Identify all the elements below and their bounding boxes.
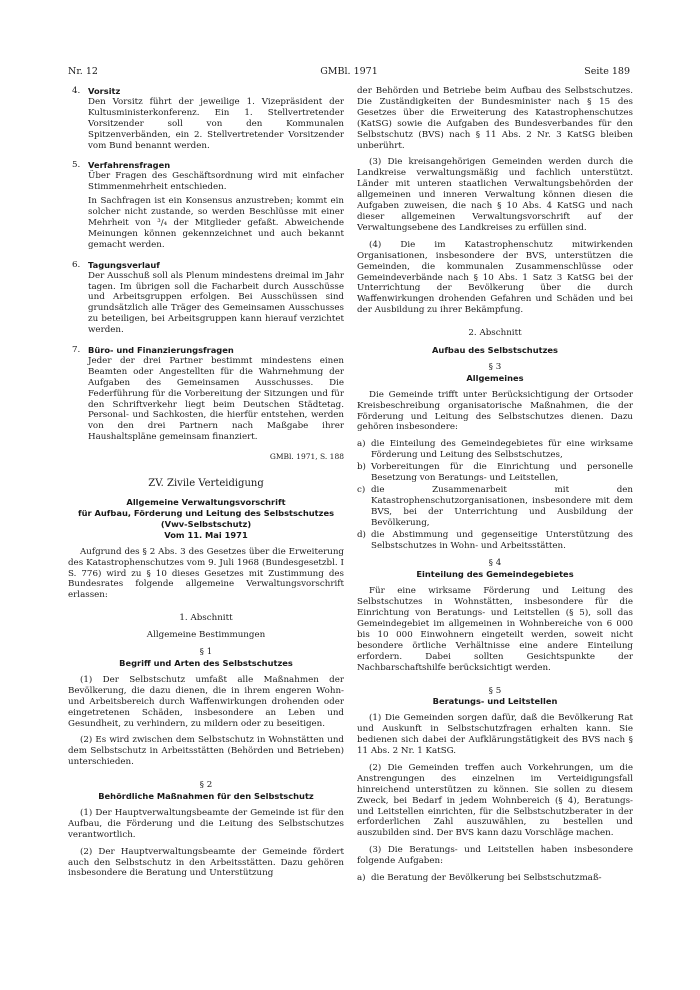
list-text: Vorbereitungen für die Einrichtung und personelle Besetzung von Beratungs- und Leitstellen, — [371, 462, 633, 484]
regulation-title-1: Allgemeine Verwaltungsvorschrift — [126, 497, 286, 508]
body-paragraph: der Behörden und Betriebe beim Aufbau des Selbstschutzes. Die Zuständigkeiten der Bundesminister nach § 15 des Gesetzes über die Erweiterung des Katastrophenschutzes (KatSG) sowie die Aufgaben des Bundesverbandes für den Selbstschutz (BVS) nach § 11 Abs. 2 Nr. 3 KatSG bleiben unberührt. — [357, 86, 633, 151]
rule-item-5 — [68, 160, 344, 250]
paragraph-number: § 2 — [199, 780, 213, 791]
list-marker: a) — [357, 439, 366, 450]
right-column — [357, 86, 633, 970]
list-marker: c) — [357, 485, 366, 495]
list-item — [357, 462, 633, 484]
issue-number: Nr. 12 — [68, 66, 98, 77]
chapter-title: Allgemeine Bestimmungen — [146, 630, 266, 641]
paragraph-number: § 1 — [199, 647, 213, 658]
chapter-number: 1. Abschnitt — [179, 613, 233, 624]
list-text: die Einteilung des Gemeindegebietes für eine wirksame Förderung und Leitung des Selbstschutzes, — [371, 439, 633, 461]
page-header — [68, 66, 630, 80]
list-item — [357, 530, 633, 552]
body-paragraph: (1) Der Selbstschutz umfaßt alle Maßnahmen der Bevölkerung, die dazu dienen, die in ihrem engeren Wohn- und Arbeitsbereich durch Waffenwirkungen drohenden oder eingetretenen Schäden, insbesondere an Leben und Gesundheit, zu verhindern, zu mildern oder zu beseitigen. — [68, 674, 344, 729]
list-marker: a) — [357, 873, 366, 884]
regulation-date: Vom 11. Mai 1971 — [164, 529, 248, 540]
journal-title: GMBl. 1971 — [320, 66, 378, 77]
item-title: Büro- und Finanzierungsfragen — [88, 345, 234, 356]
body-paragraph: Die Gemeinde trifft unter Berücksichtigung der Ortsoder Kreisbeschreibung organisatorische Maßnahmen, die der Förderung und Leitung des Selbstschutzes dienen. Dazu gehören insbesondere: — [357, 389, 633, 433]
list-text: die Zusammenarbeit mit den Katastrophenschutzorganisationen, insbesondere mit dem BVS, bei der Unterrichtung und Ausbildung der Bevölkerung, — [371, 485, 633, 528]
chapter-number: 2. Abschnitt — [468, 328, 522, 339]
body-paragraph: (2) Der Hauptverwaltungsbeamte der Gemeinde fördert auch den Selbstschutz in den Arbeitsstätten. Dazu gehören insbesondere die Beratung und Unterstützung — [68, 846, 344, 879]
body-paragraph: (2) Die Gemeinden treffen auch Vorkehrungen, um die Anstrengungen des einzelnen im Verteidigungsfall hinreichend unterstützen zu können. Sie sollen zu diesem Zweck, bei Bedarf in jedem Wohnbereich (§ 4), Beratungs- und Leitstellen einrichten, für die Selbstschutzberater in der erforderlichen Zahl auszuwählen, zu bestellen und auszubilden sind. Der BVS kann dazu Vorschläge machen. — [357, 762, 633, 839]
paragraph-number: § 3 — [488, 361, 502, 372]
list-item — [357, 485, 633, 529]
body-paragraph: (4) Die im Katastrophenschutz mitwirkenden Organisationen, insbesondere der BVS, unterstützen die Gemeinden, die kommunalen Zusammenschlüsse oder Gemeindeverbände nach § 10 Abs. 1 Satz 3 KatSG bei der Unterrichtung der Bevölkerung über die durch Waffenwirkungen drohenden Gefahren und Schäden und bei der Ausbildung zu ihrer Bekämpfung. — [357, 239, 633, 316]
item-paragraph: Jeder der drei Partner bestimmt mindestens einen Beamten oder Angestellten für die Wahrnehmung der Aufgaben des Gemeinsamen Ausschusses. Die Federführung für die Vorbereitung der Sitzungen und für den Schriftverkehr liegt beim Deutschen Städtetag. Personal- und Sachkosten, die hierfür entstehen, werden von den drei Partnern nach Maßgabe ihrer Haushaltspläne gemeinsam finanziert. — [88, 355, 344, 443]
item-paragraph: Den Vorsitz führt der jeweilige 1. Vizepräsident der Kultusministerkonferenz. Ein 1. Stellvertretender Vorsitzender soll von den Kommunalen Spitzenverbänden, ein 2. Stellvertretender Vorsitzender vom Bund benannt werden. — [88, 96, 344, 151]
rule-item-6 — [68, 260, 344, 336]
regulation-title-3: (Vwv-Selbstschutz) — [160, 518, 252, 529]
paragraph-title: Behördliche Maßnahmen für den Selbstschutz — [98, 791, 314, 802]
section-heading: ZV. Zivile Verteidigung — [148, 478, 264, 490]
rule-item-7 — [68, 345, 344, 443]
left-column — [68, 86, 344, 970]
item-number: 4. — [72, 86, 81, 96]
item-title: Verfahrensfragen — [88, 160, 171, 171]
item-paragraph: Der Ausschuß soll als Plenum mindestens dreimal im Jahr tagen. Im übrigen soll die Facharbeit durch Ausschüsse und Arbeitsgruppen erfolgen. Bei Ausschüssen sind grundsätzlich alle Träger des Gemeinsamen Ausschusses zu beteiligen, bei Arbeitsgruppen kann hierauf verzichtet werden. — [88, 270, 344, 336]
paragraph-title: Beratungs- und Leitstellen — [432, 696, 558, 707]
paragraph-title: Allgemeines — [466, 372, 524, 383]
source-reference: GMBl. 1971, S. 188 — [269, 452, 344, 462]
paragraph-title: Begriff und Arten des Selbstschutzes — [119, 657, 293, 668]
list-item — [357, 439, 633, 461]
item-paragraph: Über Fragen des Geschäftsordnung wird mit einfacher Stimmenmehrheit entschieden. — [88, 171, 344, 193]
paragraph-number: § 4 — [488, 558, 502, 569]
body-paragraph: (3) Die kreisangehörigen Gemeinden werden durch die Landkreise verwaltungsmäßig und fachlich unterstützt. Länder mit unteren staatlichen Verwaltungsbehörden der allgemeinen und inneren Verwaltung können diesen die Aufgaben zuweisen, die nach § 10 Abs. 4 KatSG und nach dieser allgemeinen Verwaltungsvorschrift auf der Verwaltungsebene des Landkreises zu erfüllen sind. — [357, 157, 633, 233]
item-title: Vorsitz — [88, 86, 121, 96]
page-number: Seite 189 — [584, 66, 630, 77]
body-paragraph: (3) Die Beratungs- und Leitstellen haben insbesondere folgende Aufgaben: — [357, 845, 633, 867]
paragraph-number: § 5 — [488, 685, 502, 696]
list-text: die Abstimmung und gegenseitige Unterstützung des Selbstschutzes in Wohn- und Arbeitsstätten. — [371, 529, 633, 551]
item-number: 6. — [72, 259, 81, 270]
list-marker: b) — [357, 462, 366, 473]
paragraph-title: Einteilung des Gemeindegebietes — [416, 569, 574, 580]
list-text: die Beratung der Bevölkerung bei Selbstschutzmaß- — [371, 873, 602, 884]
chapter-title: Aufbau des Selbstschutzes — [432, 345, 558, 356]
item-number: 7. — [72, 345, 81, 356]
body-paragraph: (1) Die Gemeinden sorgen dafür, daß die Bevölkerung Rat und Auskunft in Selbstschutzfragen erhalten kann. Sie bedienen sich dabei der Aufklärungstätigkeit des BVS nach § 11 Abs. 2 Nr. 1 KatSG. — [357, 713, 633, 757]
item-number: 5. — [72, 160, 81, 171]
rule-item-4 — [68, 86, 344, 151]
body-paragraph: Für eine wirksame Förderung und Leitung des Selbstschutzes in Wohnstätten, insbesondere für die Einrichtung von Beratungs- und Leitstellen (§ 5), soll das Gemeindegebiet im allgemeinen in Wohnbereiche von 6 000 bis 10 000 Einwohnern eingeteilt werden, soweit nicht besondere örtliche Verhältnisse eine andere Einteilung erfordern. Dabei sollten Gesichtspunkte der Nachbarschaftshilfe berücksichtigt werden. — [357, 586, 633, 673]
item-title: Tagungsverlauf — [88, 259, 160, 270]
list-item — [357, 873, 633, 884]
item-paragraph: In Sachfragen ist ein Konsensus anzustreben; kommt ein solcher nicht zustande, so werden Beschlüsse mit einer Mehrheit von ³/₄ der Mitglieder gefaßt. Abweichende Meinungen können gekennzeichnet und auch bekannt gemacht werden. — [88, 196, 344, 250]
body-paragraph: (1) Der Hauptverwaltungsbeamte der Gemeinde ist für den Aufbau, die Förderung und die Leitung des Selbstschutzes verantwortlich. — [68, 807, 344, 840]
body-paragraph: (2) Es wird zwischen dem Selbstschutz in Wohnstätten und dem Selbstschutz in Arbeitsstätten (Behörden und Betrieben) unterschieden. — [68, 735, 344, 768]
list-marker: d) — [357, 529, 366, 540]
regulation-title-2: für Aufbau, Förderung und Leitung des Selbstschutzes — [77, 508, 335, 518]
intro-paragraph: Aufgrund des § 2 Abs. 3 des Gesetzes über die Erweiterung des Katastrophenschutzes vom 9. Juli 1968 (Bundesgesetzbl. I S. 776) wird zu § 10 dieses Gesetzes mit Zustimmung des Bundesrates folgende allgemeine Verwaltungsvorschrift erlassen: — [68, 546, 344, 601]
